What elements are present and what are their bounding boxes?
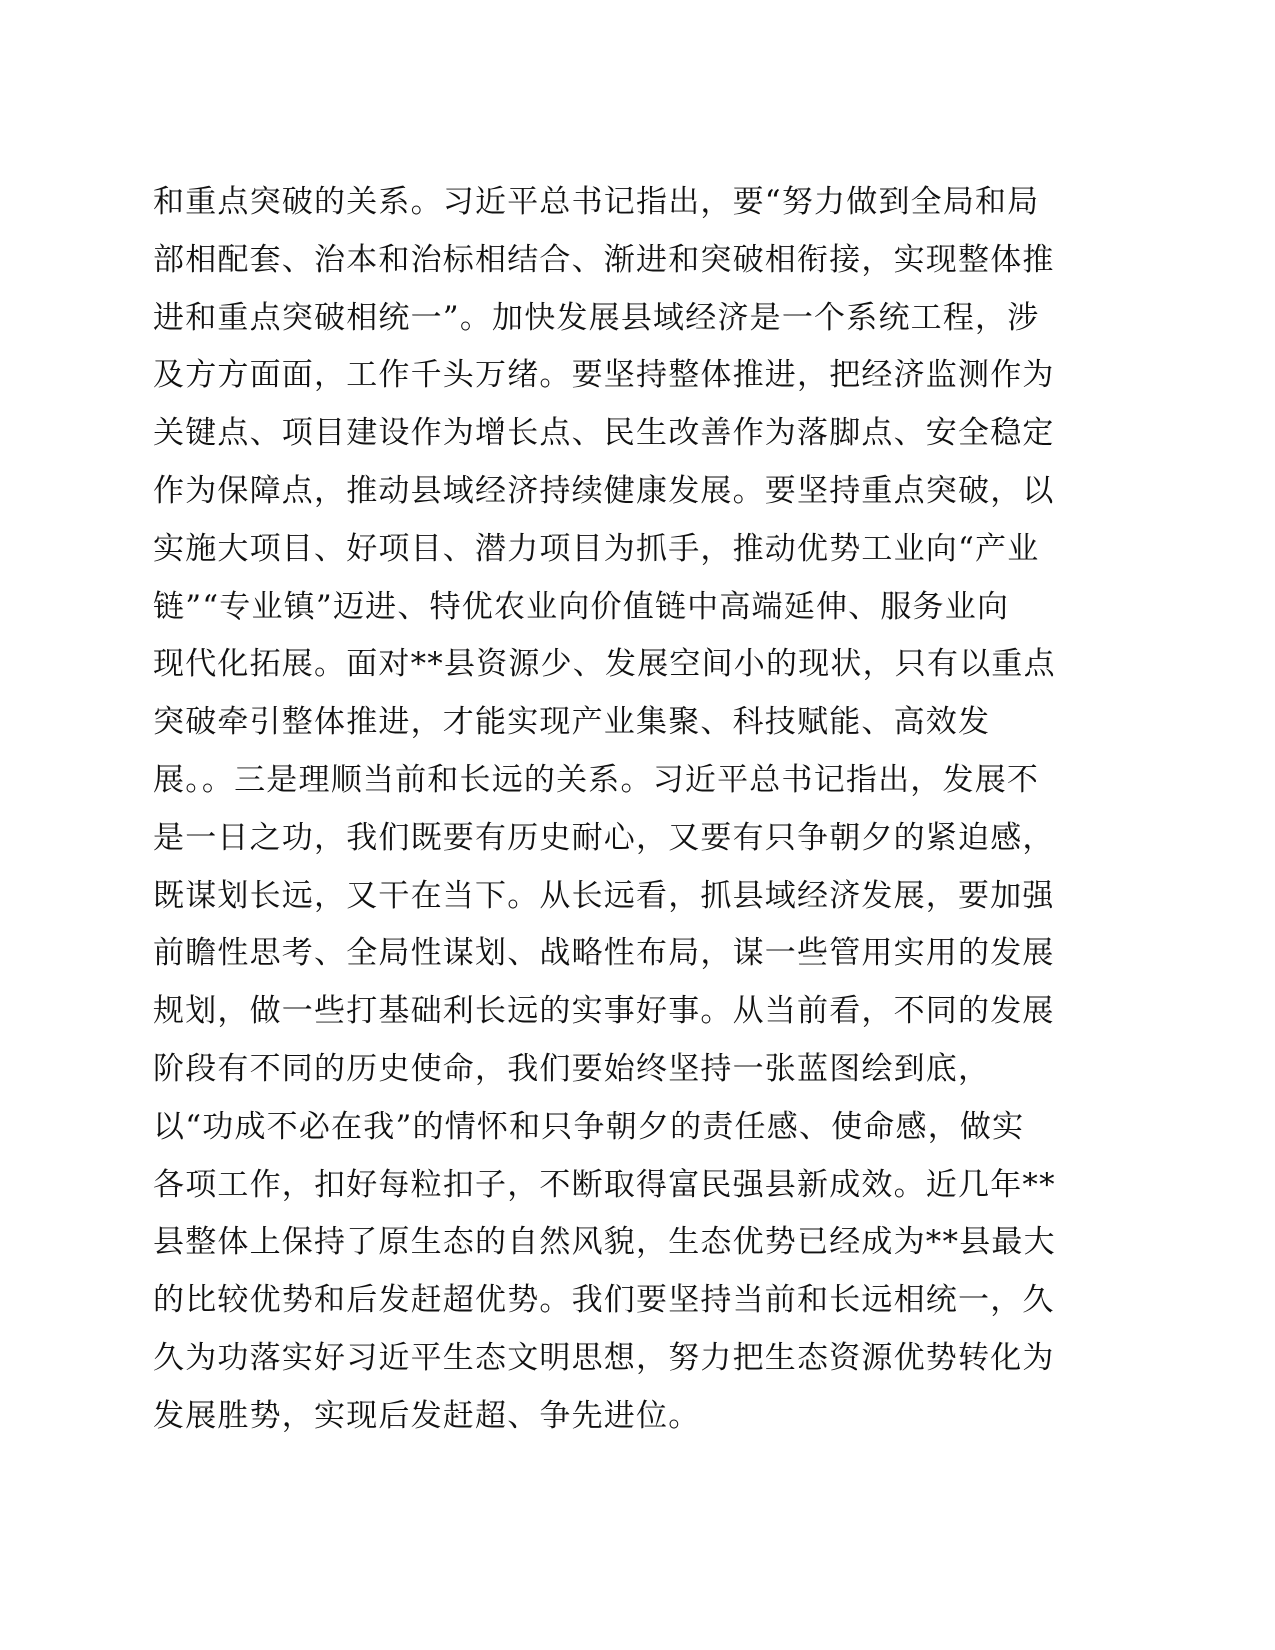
text-line: 规划，做一些打基础利长远的实事好事。从当前看，不同的发展 (153, 993, 1055, 1030)
text-line: 既谋划长远，又干在当下。从长远看，抓县域经济发展，要加强 (153, 877, 1055, 914)
text-line: 作为保障点，推动县域经济持续健康发展。要坚持重点突破，以 (153, 472, 1055, 509)
text-line: 链”“专业镇”迈进、特优农业向价值链中高端延伸、服务业向 (153, 588, 1010, 625)
text-line: 突破牵引整体推进，才能实现产业集聚、科技赋能、高效发 (153, 704, 991, 741)
text-line: 实施大项目、好项目、潜力项目为抓手，推动优势工业向“产业 (153, 530, 1040, 567)
text-line: 以“功成不必在我”的情怀和只争朝夕的责任感、使命感，做实 (153, 1108, 1025, 1145)
text-line: 部相配套、治本和治标相结合、渐进和突破相衔接，实现整体推 (153, 241, 1055, 278)
text-line: 的比较优势和后发赶超优势。我们要坚持当前和长远相统一，久 (153, 1282, 1055, 1319)
text-line: 发展胜势，实现后发赶超、争先进位。 (153, 1397, 701, 1434)
text-line: 久为功落实好习近平生态文明思想，努力把生态资源优势转化为 (153, 1339, 1055, 1376)
text-line: 及方方面面，工作千头万绪。要坚持整体推进，把经济监测作为 (153, 357, 1055, 394)
text-line: 阶段有不同的历史使命，我们要始终坚持一张蓝图绘到底， (153, 1050, 991, 1087)
text-line: 进和重点突破相统一”。加快发展县域经济是一个系统工程，涉 (153, 299, 1040, 336)
text-line: 现代化拓展。面对**县资源少、发展空间小的现状，只有以重点 (153, 646, 1056, 683)
text-line: 各项工作，扣好每粒扣子，不断取得富民强县新成效。近几年** (153, 1166, 1056, 1203)
text-line: 关键点、项目建设作为增长点、民生改善作为落脚点、安全稳定 (153, 415, 1055, 452)
text-line: 展。。三是理顺当前和长远的关系。习近平总书记指出，发展不 (153, 761, 1040, 798)
text-line: 是一日之功，我们既要有历史耐心，又要有只争朝夕的紧迫感， (153, 819, 1055, 856)
text-line: 和重点突破的关系。习近平总书记指出，要“努力做到全局和局 (153, 184, 1040, 220)
text-line: 县整体上保持了原生态的自然风貌，生态优势已经成为**县最大 (153, 1224, 1056, 1261)
body-text (153, 174, 1093, 1446)
text-line: 前瞻性思考、全局性谋划、战略性布局，谋一些管用实用的发展 (153, 935, 1055, 972)
